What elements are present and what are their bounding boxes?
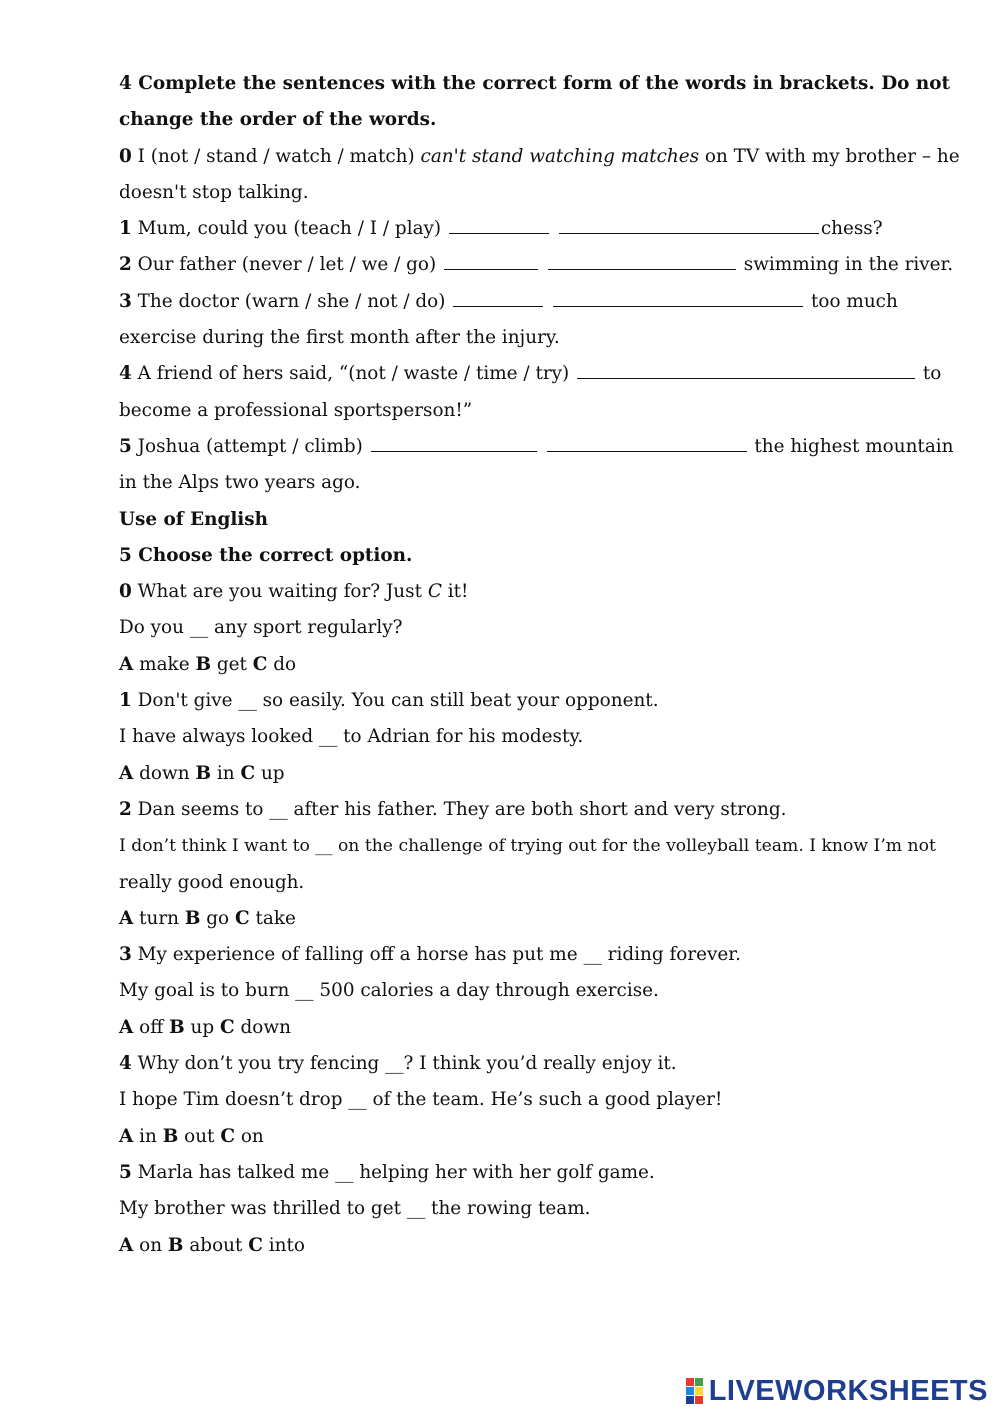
answer-blank[interactable] [553,305,803,307]
ex4-question-0: 0 I (not / stand / watch / match) can't stand watching matches on TV with my brother – he [119,145,960,167]
option-b[interactable]: get [216,653,247,675]
answer-blank[interactable] [559,232,819,234]
option-c[interactable]: on [240,1125,264,1147]
ex4-question-5-cont: in the Alps two years ago. [119,472,361,494]
option-b[interactable]: out [184,1125,215,1147]
answer-blank[interactable] [371,450,537,452]
answer-blank[interactable] [577,377,915,379]
ex4-question-3-cont: exercise during the first month after the injury. [119,327,560,349]
ex4-question-3: 3 The doctor (warn / she / not / do) too much [119,290,898,312]
ex5-question-3-options: A off B up C down [119,1016,291,1038]
option-b[interactable]: go [206,907,230,929]
ex5-question-4-sentence-2: I hope Tim doesn’t drop __ of the team. He’s such a good player! [119,1089,723,1111]
answer-blank[interactable] [449,232,549,234]
ex4-question-2: 2 Our father (never / let / we / go) swimming in the river. [119,254,954,276]
option-b[interactable]: about [189,1234,243,1256]
option-c[interactable]: do [273,653,297,675]
answer-blank[interactable] [548,268,736,270]
option-c[interactable]: take [255,907,296,929]
ex4-question-4: 4 A friend of hers said, “(not / waste / time / try) to [119,363,942,385]
ex4-question-5: 5 Joshua (attempt / climb) the highest mountain [119,435,954,457]
example-answer: can't stand watching matches [420,145,700,167]
ex5-question-2-sentence-2-cont: really good enough. [119,871,305,893]
section-title: Use of English [119,508,269,530]
option-a[interactable]: down [139,762,190,784]
logo-square [686,1387,694,1395]
ex5-question-5-sentence-2: My brother was thrilled to get __ the rowing team. [119,1198,591,1220]
ex5-question-0-sentence-1: 0 What are you waiting for? Just C it! [119,581,469,603]
ex5-question-3-sentence-2: My goal is to burn __ 500 calories a day through exercise. [119,980,659,1002]
answer-blank[interactable] [444,268,538,270]
option-c[interactable]: into [268,1234,305,1256]
option-b[interactable]: up [190,1016,215,1038]
logo-text: LIVEWORKSHEETS [708,1374,988,1407]
worksheet-page [119,66,960,1264]
option-c[interactable]: down [240,1016,291,1038]
ex4-question-0-cont: doesn't stop talking. [119,181,309,203]
option-c[interactable]: up [260,762,285,784]
exercise-5-heading: 5 Choose the correct option. [119,544,413,566]
liveworksheets-logo-icon [686,1378,703,1404]
ex5-question-1-sentence-1: 1 Don't give __ so easily. You can still beat your opponent. [119,690,659,712]
ex5-question-4-sentence-1: 4 Why don’t you try fencing __? I think you’d really enjoy it. [119,1053,677,1075]
ex5-question-1-sentence-2: I have always looked __ to Adrian for his modesty. [119,726,584,748]
option-a[interactable]: turn [139,907,180,929]
exercise-4-heading-cont: change the order of the words. [119,109,437,131]
option-a[interactable]: make [139,653,190,675]
ex5-question-5-sentence-1: 5 Marla has talked me __ helping her with her golf game. [119,1161,655,1183]
logo-square [686,1378,694,1386]
ex5-question-3-sentence-1: 3 My experience of falling off a horse has put me __ riding forever. [119,944,741,966]
ex5-question-0-options: A make B get C do [119,653,297,675]
ex5-question-2-sentence-1: 2 Dan seems to __ after his father. They are both short and very strong. [119,798,787,820]
logo-square [686,1396,694,1404]
logo-square [695,1387,703,1395]
ex5-question-5-options: A on B about C into [119,1234,305,1256]
exercise-4-heading: 4 Complete the sentences with the correct form of the words in brackets. Do not [119,73,950,94]
answer-blank[interactable] [547,450,747,452]
logo-square [695,1378,703,1386]
ex5-question-2-sentence-2: I don’t think I want to __ on the challenge of trying out for the volleyball team. I know I’m not [119,836,936,857]
ex5-question-0-sentence-2: Do you __ any sport regularly? [119,617,403,639]
ex4-question-4-cont: become a professional sportsperson!” [119,399,473,421]
ex4-question-1: 1 Mum, could you (teach / I / play) chess? [119,218,883,240]
option-b[interactable]: in [216,762,235,784]
option-a[interactable]: off [139,1016,164,1038]
ex5-question-1-options: A down B in C up [119,762,285,784]
logo-square [695,1396,703,1404]
answer-blank[interactable] [453,305,543,307]
option-a[interactable]: on [139,1234,163,1256]
ex5-question-2-options: A turn B go C take [119,907,296,929]
liveworksheets-logo [686,1376,988,1406]
ex5-question-4-options: A in B out C on [119,1125,264,1147]
option-a[interactable]: in [139,1125,157,1147]
